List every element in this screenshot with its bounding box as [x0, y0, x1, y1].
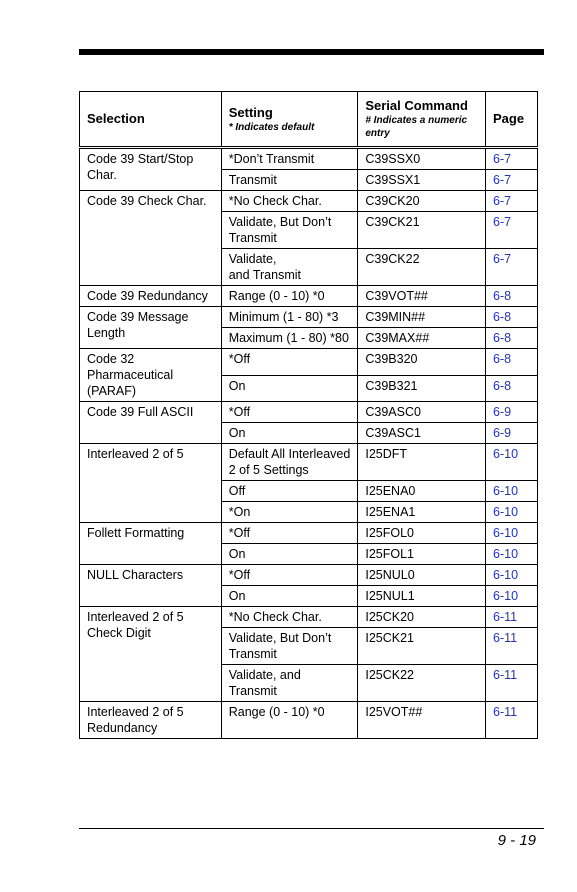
setting-cell: Range (0 - 10) *0 [221, 702, 358, 739]
selection-cell: Code 39 Check Char. [80, 191, 222, 286]
table-row [80, 191, 538, 212]
header-setting [221, 92, 358, 148]
setting-cell: *No Check Char. [221, 607, 358, 628]
selection-cell: Follett Formatting [80, 523, 222, 565]
page-link[interactable]: 6-8 [486, 328, 538, 349]
serial-command-table [79, 91, 538, 739]
table-row [80, 702, 538, 739]
page-link[interactable]: 6-10 [486, 481, 538, 502]
selection-cell: Interleaved 2 of 5 Redundancy [80, 702, 222, 739]
page-link[interactable]: 6-9 [486, 423, 538, 444]
serial-command-cell: I25DFT [358, 444, 486, 481]
setting-cell: Off [221, 481, 358, 502]
page-link[interactable]: 6-9 [486, 402, 538, 423]
header-selection: Selection [80, 92, 222, 148]
setting-cell: *Don’t Transmit [221, 148, 358, 170]
selection-cell: Code 39 Full ASCII [80, 402, 222, 444]
setting-cell: On [221, 423, 358, 444]
page-link[interactable]: 6-10 [486, 544, 538, 565]
page-link[interactable]: 6-7 [486, 212, 538, 249]
page-link[interactable]: 6-7 [486, 170, 538, 191]
serial-command-cell: C39CK22 [358, 249, 486, 286]
page-link[interactable]: 6-8 [486, 349, 538, 376]
setting-cell: *Off [221, 402, 358, 423]
setting-cell: Default All Interleaved 2 of 5 Settings [221, 444, 358, 481]
page-link[interactable]: 6-10 [486, 444, 538, 481]
header-setting-label: Setting [228, 104, 273, 120]
setting-cell: Maximum (1 - 80) *80 [221, 328, 358, 349]
setting-cell: *Off [221, 523, 358, 544]
page-link[interactable]: 6-10 [486, 502, 538, 523]
serial-command-cell: I25ENA1 [358, 502, 486, 523]
top-rule [79, 49, 544, 55]
header-setting-note: * Indicates default [228, 121, 315, 133]
selection-cell: Interleaved 2 of 5 [80, 444, 222, 523]
setting-cell: On [221, 586, 358, 607]
page-link[interactable]: 6-7 [486, 191, 538, 212]
header-serial-command [358, 92, 486, 148]
serial-command-cell: I25FOL1 [358, 544, 486, 565]
selection-cell: NULL Characters [80, 565, 222, 607]
setting-cell: *On [221, 502, 358, 523]
serial-command-cell: I25NUL0 [358, 565, 486, 586]
table-row [80, 523, 538, 544]
setting-cell: Range (0 - 10) *0 [221, 286, 358, 307]
serial-command-cell: C39ASC0 [358, 402, 486, 423]
setting-cell: Validate, But Don’t Transmit [221, 628, 358, 665]
serial-command-cell: I25CK20 [358, 607, 486, 628]
serial-command-cell: C39B320 [358, 349, 486, 376]
setting-cell: *Off [221, 565, 358, 586]
setting-cell: Transmit [221, 170, 358, 191]
header-serial-note: # Indicates a numeric entry [365, 115, 468, 139]
serial-command-cell: I25NUL1 [358, 586, 486, 607]
serial-command-cell: I25ENA0 [358, 481, 486, 502]
page-link[interactable]: 6-10 [486, 565, 538, 586]
setting-cell: Validate, But Don’t Transmit [221, 212, 358, 249]
table-header-row [80, 92, 538, 148]
page-link[interactable]: 6-10 [486, 523, 538, 544]
table-row [80, 444, 538, 481]
serial-command-cell: C39SSX1 [358, 170, 486, 191]
serial-command-cell: C39B321 [358, 375, 486, 402]
serial-command-cell: I25FOL0 [358, 523, 486, 544]
table-row [80, 607, 538, 628]
table-body [80, 148, 538, 739]
table-row [80, 307, 538, 328]
serial-command-cell: C39SSX0 [358, 148, 486, 170]
page-link[interactable]: 6-8 [486, 375, 538, 402]
serial-command-cell: C39MAX## [358, 328, 486, 349]
serial-command-cell: C39MIN## [358, 307, 486, 328]
setting-cell: Minimum (1 - 80) *3 [221, 307, 358, 328]
header-serial-label: Serial Command [365, 98, 468, 113]
page-link[interactable]: 6-8 [486, 286, 538, 307]
table-row [80, 565, 538, 586]
table-row [80, 148, 538, 170]
table-row [80, 402, 538, 423]
page-link[interactable]: 6-11 [486, 702, 538, 739]
page-link[interactable]: 6-7 [486, 249, 538, 286]
setting-cell: *Off [221, 349, 358, 376]
selection-cell: Code 39 Message Length [80, 307, 222, 349]
serial-command-cell: C39VOT## [358, 286, 486, 307]
table-row [80, 286, 538, 307]
header-page: Page [486, 92, 538, 148]
serial-command-cell: C39CK20 [358, 191, 486, 212]
setting-cell: *No Check Char. [221, 191, 358, 212]
table-row [80, 349, 538, 376]
setting-cell: On [221, 375, 358, 402]
selection-cell: Code 39 Redundancy [80, 286, 222, 307]
setting-cell: Validate, and Transmit [221, 249, 358, 286]
serial-command-cell: C39ASC1 [358, 423, 486, 444]
setting-cell: On [221, 544, 358, 565]
serial-command-cell: I25VOT## [358, 702, 486, 739]
serial-command-cell: C39CK21 [358, 212, 486, 249]
selection-cell: Code 39 Start/Stop Char. [80, 148, 222, 191]
page-link[interactable]: 6-8 [486, 307, 538, 328]
setting-cell: Validate, and Transmit [221, 665, 358, 702]
page-link[interactable]: 6-11 [486, 628, 538, 665]
serial-command-cell: I25CK22 [358, 665, 486, 702]
bottom-rule [79, 828, 544, 829]
page-number: 9 - 19 [497, 832, 536, 849]
page-link[interactable]: 6-11 [486, 607, 538, 628]
page-link[interactable]: 6-7 [486, 148, 538, 170]
serial-command-cell: I25CK21 [358, 628, 486, 665]
selection-cell: Code 32 Pharmaceutical (PARAF) [80, 349, 222, 402]
page-link[interactable]: 6-10 [486, 586, 538, 607]
selection-cell: Interleaved 2 of 5 Check Digit [80, 607, 222, 702]
page-link[interactable]: 6-11 [486, 665, 538, 702]
